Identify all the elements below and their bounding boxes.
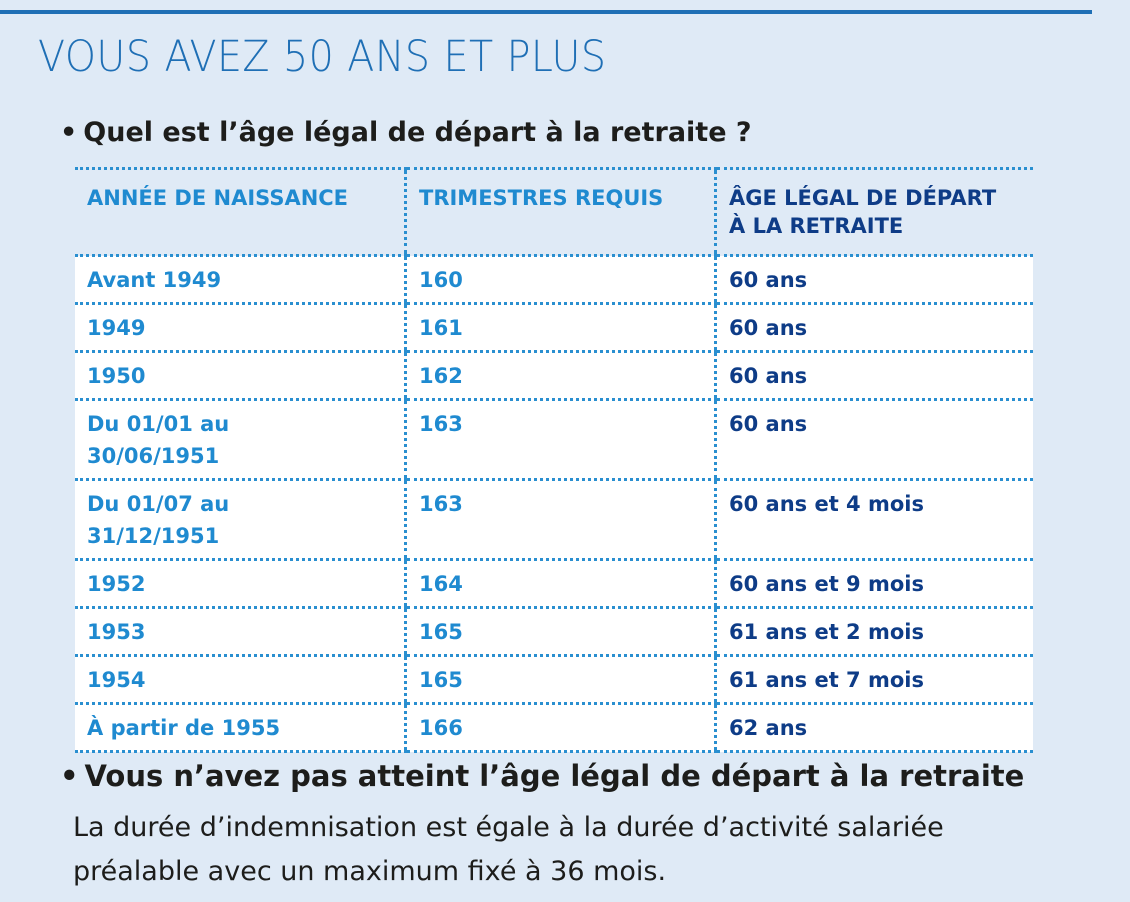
birth-year-line1: 1949 [87,316,146,340]
bullet-icon: • [60,759,79,793]
table-row [75,400,1033,480]
birth-year-line1: Du 01/07 au [87,492,230,516]
cell-birth-year [75,656,406,704]
table-row [75,256,1033,304]
paragraph-line-1: La durée d’indemnisation est égale à la durée d’activité salariée [73,812,944,843]
indemnisation-paragraph [73,806,1073,894]
cell-quarters: 160 [406,256,716,304]
birth-year-line1: À partir de 1955 [87,716,281,740]
birth-year-line1: Avant 1949 [87,268,222,292]
legal-age-table-wrapper [75,167,1033,753]
header-quarters: TRIMESTRES REQUIS [406,169,716,256]
cell-legal-age: 60 ans et 4 mois [716,480,1034,560]
cell-legal-age: 60 ans [716,304,1034,352]
paragraph-line-2: préalable avec un maximum fixé à 36 mois. [73,856,667,887]
birth-year-line1: 1950 [87,364,146,388]
cell-legal-age: 61 ans et 2 mois [716,608,1034,656]
birth-year-line1: 1953 [87,620,146,644]
cell-legal-age: 60 ans [716,352,1034,400]
birth-year-line1: 1954 [87,668,146,692]
table-body [75,256,1033,752]
cell-legal-age: 60 ans et 9 mois [716,560,1034,608]
cell-legal-age: 60 ans [716,256,1034,304]
header-legal-age-line1: ÂGE LÉGAL DE DÉPART [729,186,997,210]
birth-year-line1: 1952 [87,572,146,596]
table-row [75,304,1033,352]
cell-birth-year [75,304,406,352]
cell-birth-year [75,352,406,400]
cell-quarters: 163 [406,480,716,560]
page-title: VOUS AVEZ 50 ANS ET PLUS [38,32,607,82]
cell-quarters: 162 [406,352,716,400]
table-row [75,608,1033,656]
table-row [75,480,1033,560]
table-header-row [75,169,1033,256]
section-title-text: Quel est l’âge légal de départ à la retraite ? [83,117,752,148]
cell-birth-year [75,704,406,752]
header-birth-year: ANNÉE DE NAISSANCE [75,169,406,256]
table-row [75,560,1033,608]
cell-legal-age: 62 ans [716,704,1034,752]
table-row [75,704,1033,752]
top-rule [0,10,1092,14]
legal-age-table [75,167,1033,753]
cell-quarters: 161 [406,304,716,352]
table-row [75,656,1033,704]
cell-quarters: 164 [406,560,716,608]
bullet-icon: • [60,117,78,148]
cell-birth-year [75,608,406,656]
cell-birth-year [75,256,406,304]
birth-year-line1: Du 01/01 au [87,412,230,436]
cell-birth-year [75,400,406,480]
section-title-legal-age [60,117,752,148]
cell-legal-age: 61 ans et 7 mois [716,656,1034,704]
cell-quarters: 165 [406,608,716,656]
birth-year-line2: 30/06/1951 [87,444,220,468]
cell-legal-age: 60 ans [716,400,1034,480]
cell-quarters: 165 [406,656,716,704]
header-legal-age [716,169,1034,256]
cell-birth-year [75,560,406,608]
header-legal-age-line2: À LA RETRAITE [729,214,904,238]
section-title-not-reached [60,759,1024,793]
cell-birth-year [75,480,406,560]
section-title-text: Vous n’avez pas atteint l’âge légal de départ à la retraite [84,759,1025,793]
cell-quarters: 163 [406,400,716,480]
birth-year-line2: 31/12/1951 [87,524,220,548]
table-row [75,352,1033,400]
cell-quarters: 166 [406,704,716,752]
